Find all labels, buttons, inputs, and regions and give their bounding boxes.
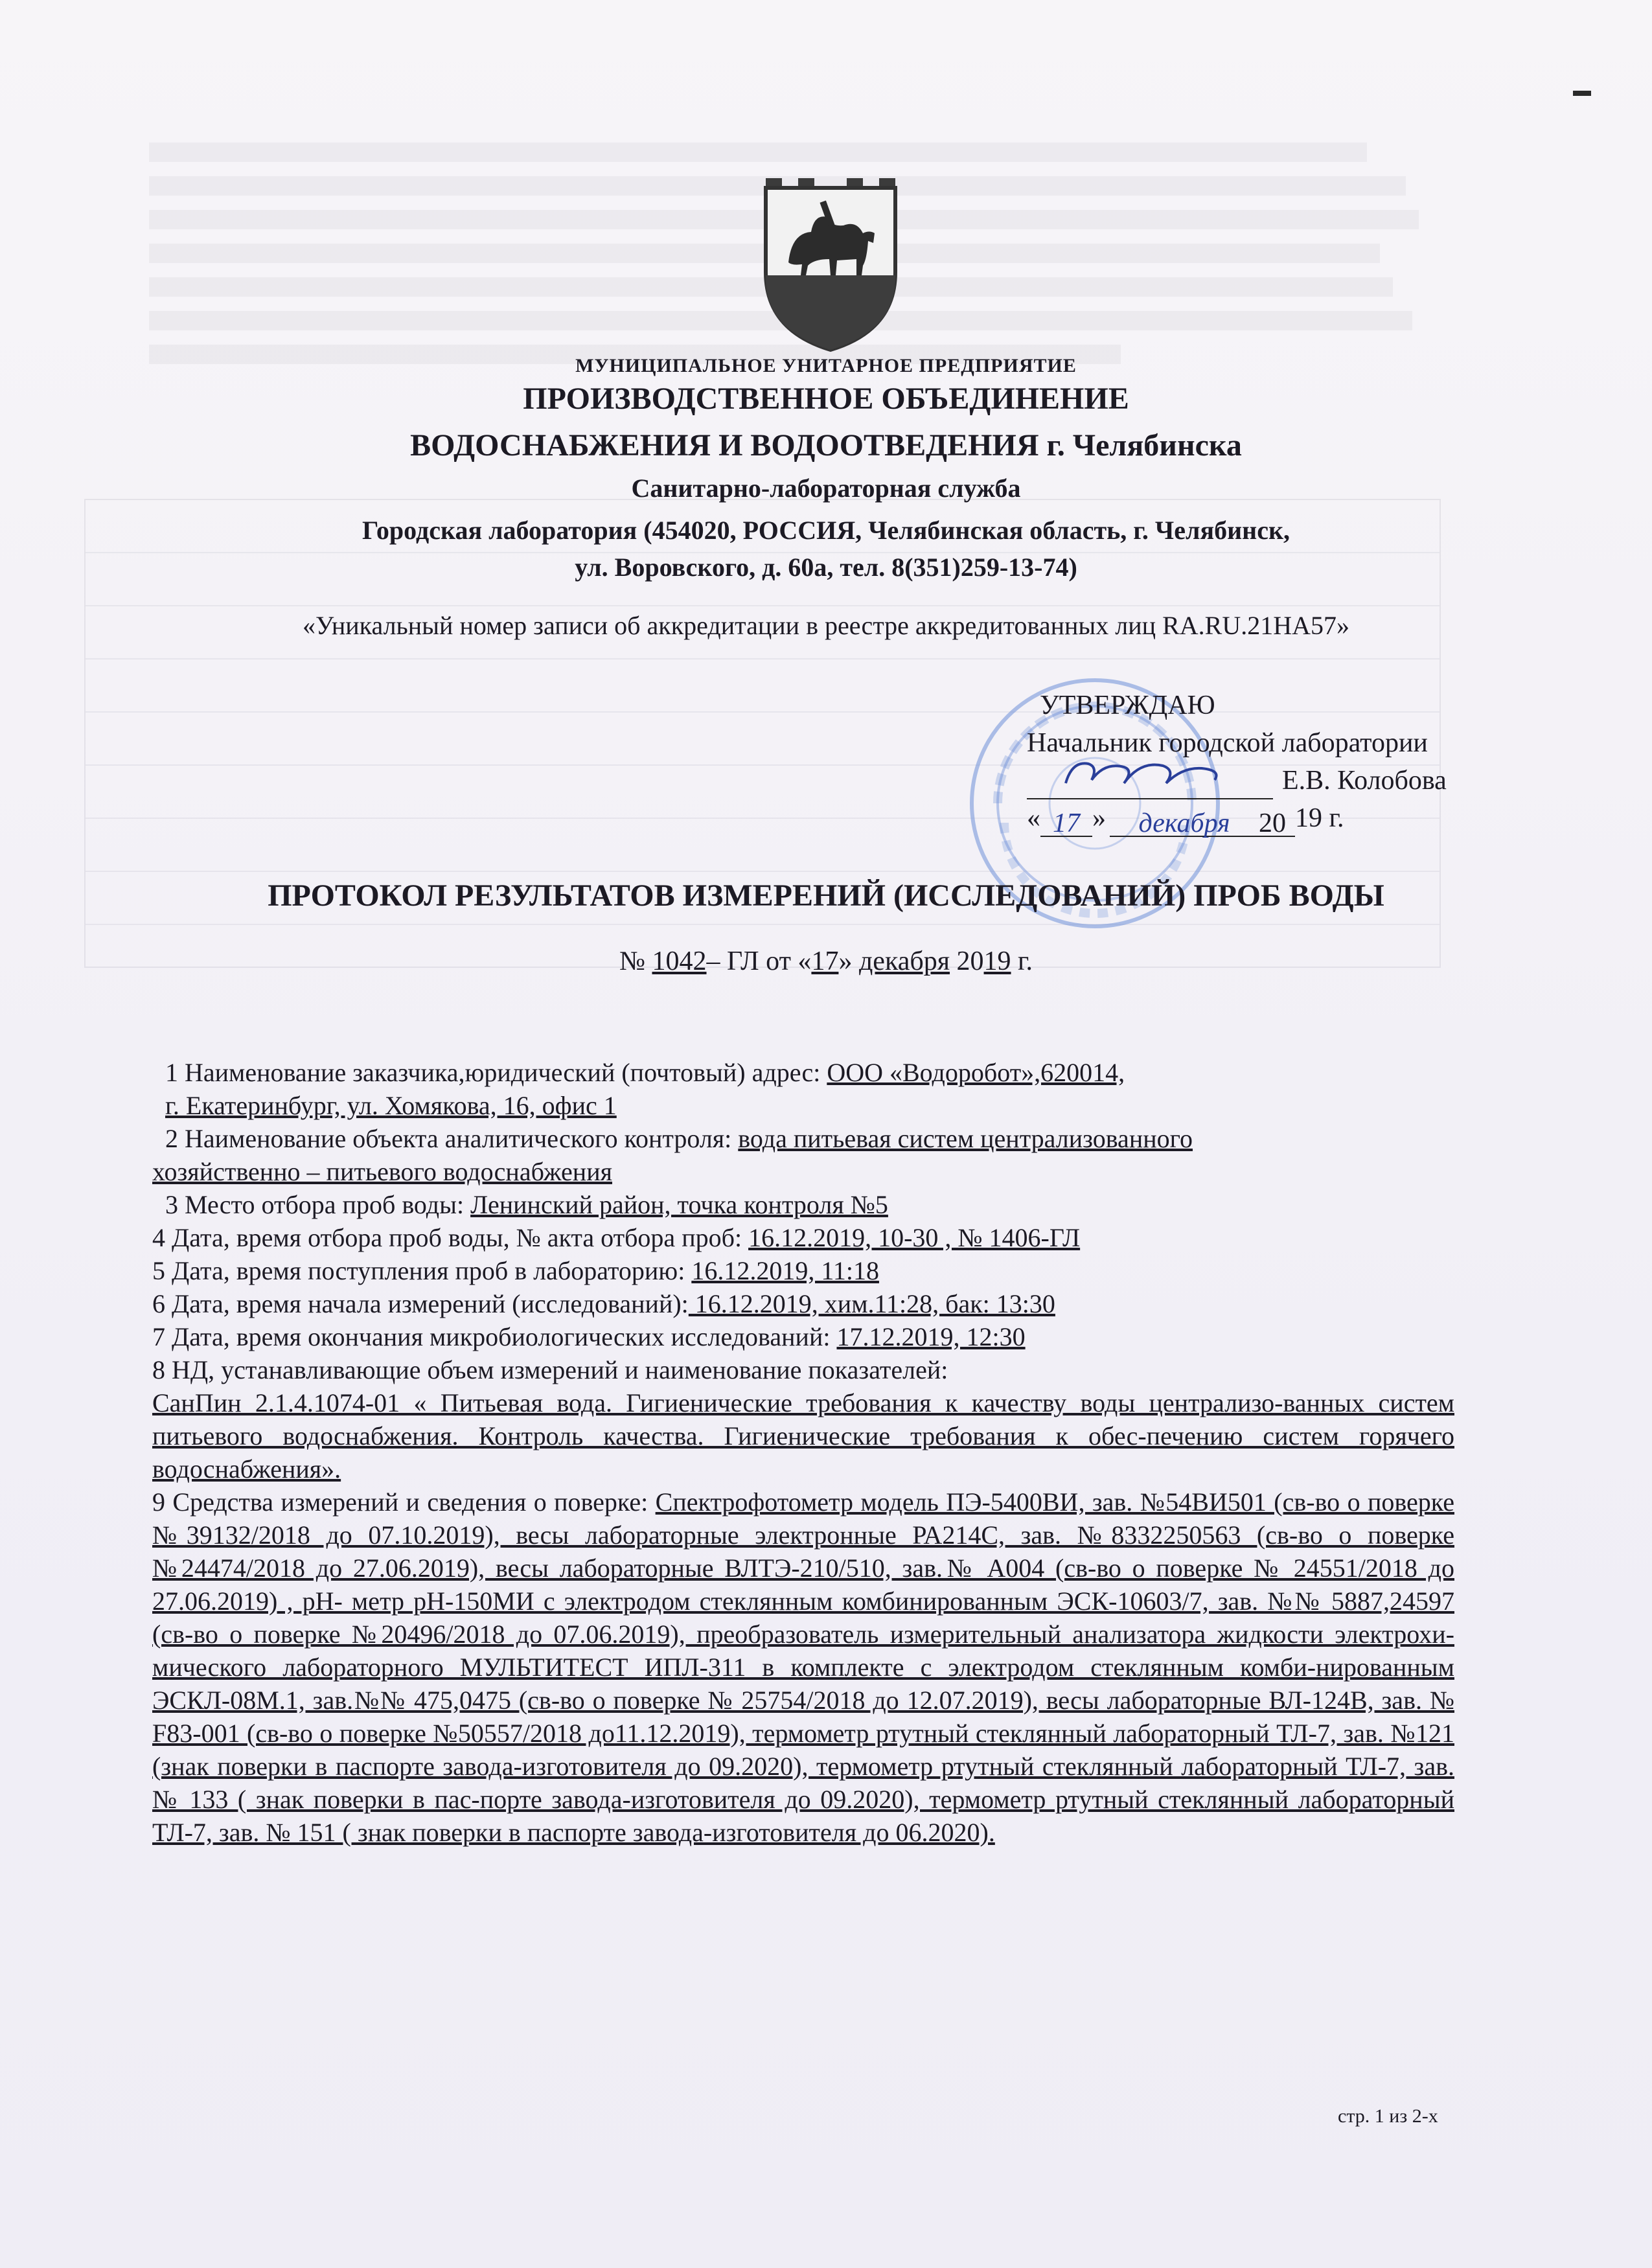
approval-position: Начальник городской лаборатории — [1027, 728, 1428, 758]
org-name-line-2: ВОДОСНАБЖЕНИЯ И ВОДООТВЕДЕНИЯ г. Челябинска — [410, 428, 1242, 463]
item-7-label: 7 Дата, время окончания микробиологических исследований: — [152, 1322, 837, 1351]
scan-mark — [1573, 91, 1591, 96]
doc-date-year-unit: г. — [1011, 946, 1033, 976]
lab-address-line-1: Городская лаборатория (454020, РОССИЯ, Челябинская область, г. Челябинск, — [361, 516, 1291, 545]
item-2 — [152, 1122, 1454, 1155]
item-1 — [152, 1056, 1454, 1089]
doc-date-day: 17 — [811, 946, 839, 976]
document-title: ПРОТОКОЛ РЕЗУЛЬТАТОВ ИЗМЕРЕНИЙ (ИССЛЕДОВАНИЙ) ПРОБ ВОДЫ — [268, 878, 1384, 913]
approval-date-open: « — [1027, 803, 1040, 833]
item-4 — [152, 1221, 1454, 1254]
item-5-label: 5 Дата, время поступления проб в лабораторию: — [152, 1256, 692, 1285]
signature-line — [1027, 767, 1273, 799]
chelyabinsk-crest-icon — [753, 162, 908, 356]
document-number-line — [0, 946, 1652, 977]
item-1-value-b: г. Екатеринбург, ул. Хомякова, 16, офис 1 — [165, 1091, 617, 1120]
item-7-value: 17.12.2019, 12:30 — [836, 1322, 1026, 1351]
doc-num: 1042 — [652, 946, 707, 976]
doc-num-suffix: – ГЛ — [706, 946, 759, 976]
item-3-label: 3 Место отбора проб воды: — [165, 1190, 471, 1219]
item-2-cont — [152, 1155, 1454, 1188]
item-6 — [152, 1287, 1454, 1320]
item-6-label: 6 Дата, время начала измерений (исследований): — [152, 1289, 689, 1318]
item-6-value: 16.12.2019, хим.11:28, бак: 13:30 — [688, 1289, 1055, 1318]
protocol-items — [152, 1056, 1454, 1849]
item-8-cont — [152, 1386, 1454, 1485]
doc-date-year-prefix: 20 — [950, 946, 984, 976]
item-8-value: СанПин 2.1.4.1074-01 « Питьевая вода. Гигиенические требования к качеству воды централизо-ванных систем питьевого водоснабжения. Контроль качества. Гигиенические требования к обес-печению систем горячего водоснабжения». — [152, 1388, 1454, 1483]
item-8-label: 8 НД, устанавливающие объем измерений и наименование показателей: — [152, 1355, 948, 1384]
item-9-value: Спектрофотометр модель ПЭ-5400ВИ, зав. №54ВИ501 (св-во о поверке №39132/2018 до 07.10.2019), весы лабораторные электронные РА214С, зав. №8332250563 (св-во о поверке №24474/2018 до 27.06.2019), весы лабораторные ВЛТЭ-210/510, зав.№ А004 (св-во о поверке № 24551/2018 до 27.06.2019) , рН- метр рН-150МИ с электродом стеклянным комбинированным ЭСК-10603/7, зав. №№ 5887,24597 (св-во о поверке №20496/2018 до 07.06.2019), преобразователь измерительный анализатора жидкости электрохи-мического лабораторного МУЛЬТИТЕСТ ИПЛ-311 в комплекте с электродом стеклянным комби-нированным ЭСКЛ-08М.1, зав.№№ 475,0475 (св-во о поверке № 25754/2018 до 12.07.2019), весы лабораторные ВЛ-124В, зав. № F83-001 (св-во о поверке №50557/2018 до11.12.2019), термометр ртутный стеклянный лабораторный ТЛ-7, зав. №121 (знак поверки в паспорте завода-изготовителя до 09.2020), термометр ртутный стеклянный лабораторный ТЛ-7, зав. № 133 ( знак поверки в пас-порте завода-изготовителя до 09.2020), термометр ртутный стеклянный лабораторный ТЛ-7, зав. № 151 ( знак поверки в паспорте завода-изготовителя до 06.2020). — [152, 1487, 1454, 1847]
item-3 — [152, 1188, 1454, 1221]
item-2-value-b: хозяйственно – питьевого водоснабжения — [152, 1157, 612, 1186]
page-counter: стр. 1 из 2-х — [1338, 2105, 1438, 2127]
signature-row — [1027, 762, 1545, 799]
signature-icon — [1027, 754, 1273, 793]
approval-date-close: » — [1092, 803, 1106, 833]
approval-date-year-prefix: 20 — [1259, 805, 1295, 837]
org-type: МУНИЦИПАЛЬНОЕ УНИТАРНОЕ ПРЕДПРИЯТИЕ — [575, 355, 1077, 376]
item-5-value: 16.12.2019, 11:18 — [691, 1256, 879, 1285]
doc-date-year-suffix: 19 — [983, 946, 1011, 976]
item-2-label: 2 Наименование объекта аналитического контроля: — [165, 1124, 739, 1153]
item-4-value: 16.12.2019, 10-30 , № 1406-ГЛ — [748, 1223, 1081, 1252]
doc-date-month: декабря — [858, 946, 950, 976]
item-7 — [152, 1320, 1454, 1353]
org-name-line-1: ПРОИЗВОДСТВЕННОЕ ОБЪЕДИНЕНИЕ — [523, 382, 1129, 416]
item-9-label: 9 Средства измерений и сведения о поверке: — [152, 1487, 656, 1517]
doc-num-prefix: № — [619, 946, 652, 976]
approval-title: УТВЕРЖДАЮ — [1040, 691, 1215, 720]
approval-date-month: декабря — [1110, 805, 1259, 837]
item-4-label: 4 Дата, время отбора проб воды, № акта отбора проб: — [152, 1223, 749, 1252]
approval-date-row — [1027, 799, 1545, 837]
approval-date-year-suffix: 19 г. — [1295, 803, 1344, 833]
service-name: Санитарно-лабораторная служба — [631, 474, 1021, 503]
item-8 — [152, 1353, 1454, 1386]
item-3-value: Ленинский район, точка контроля №5 — [470, 1190, 888, 1219]
item-1-label: 1 Наименование заказчика,юридический (почтовый) адрес: — [165, 1058, 827, 1087]
item-1-cont — [152, 1089, 1454, 1122]
accreditation-number: «Уникальный номер записи об аккредитации в реестре аккредитованных лиц RA.RU.21HA57» — [303, 611, 1349, 640]
item-1-value-a: ООО «Водоробот»,620014, — [827, 1058, 1125, 1087]
item-5 — [152, 1254, 1454, 1287]
item-9 — [152, 1485, 1454, 1849]
doc-date-from: от « — [759, 946, 812, 976]
doc-date-day-close: » — [838, 946, 859, 976]
approval-block — [1027, 687, 1545, 837]
lab-address-line-2: ул. Воровского, д. 60а, тел. 8(351)259-13-74) — [575, 553, 1077, 582]
approver-name: Е.В. Колобова — [1282, 766, 1447, 796]
item-2-value-a: вода питьевая систем централизованного — [738, 1124, 1193, 1153]
approval-date-day: 17 — [1040, 805, 1092, 837]
